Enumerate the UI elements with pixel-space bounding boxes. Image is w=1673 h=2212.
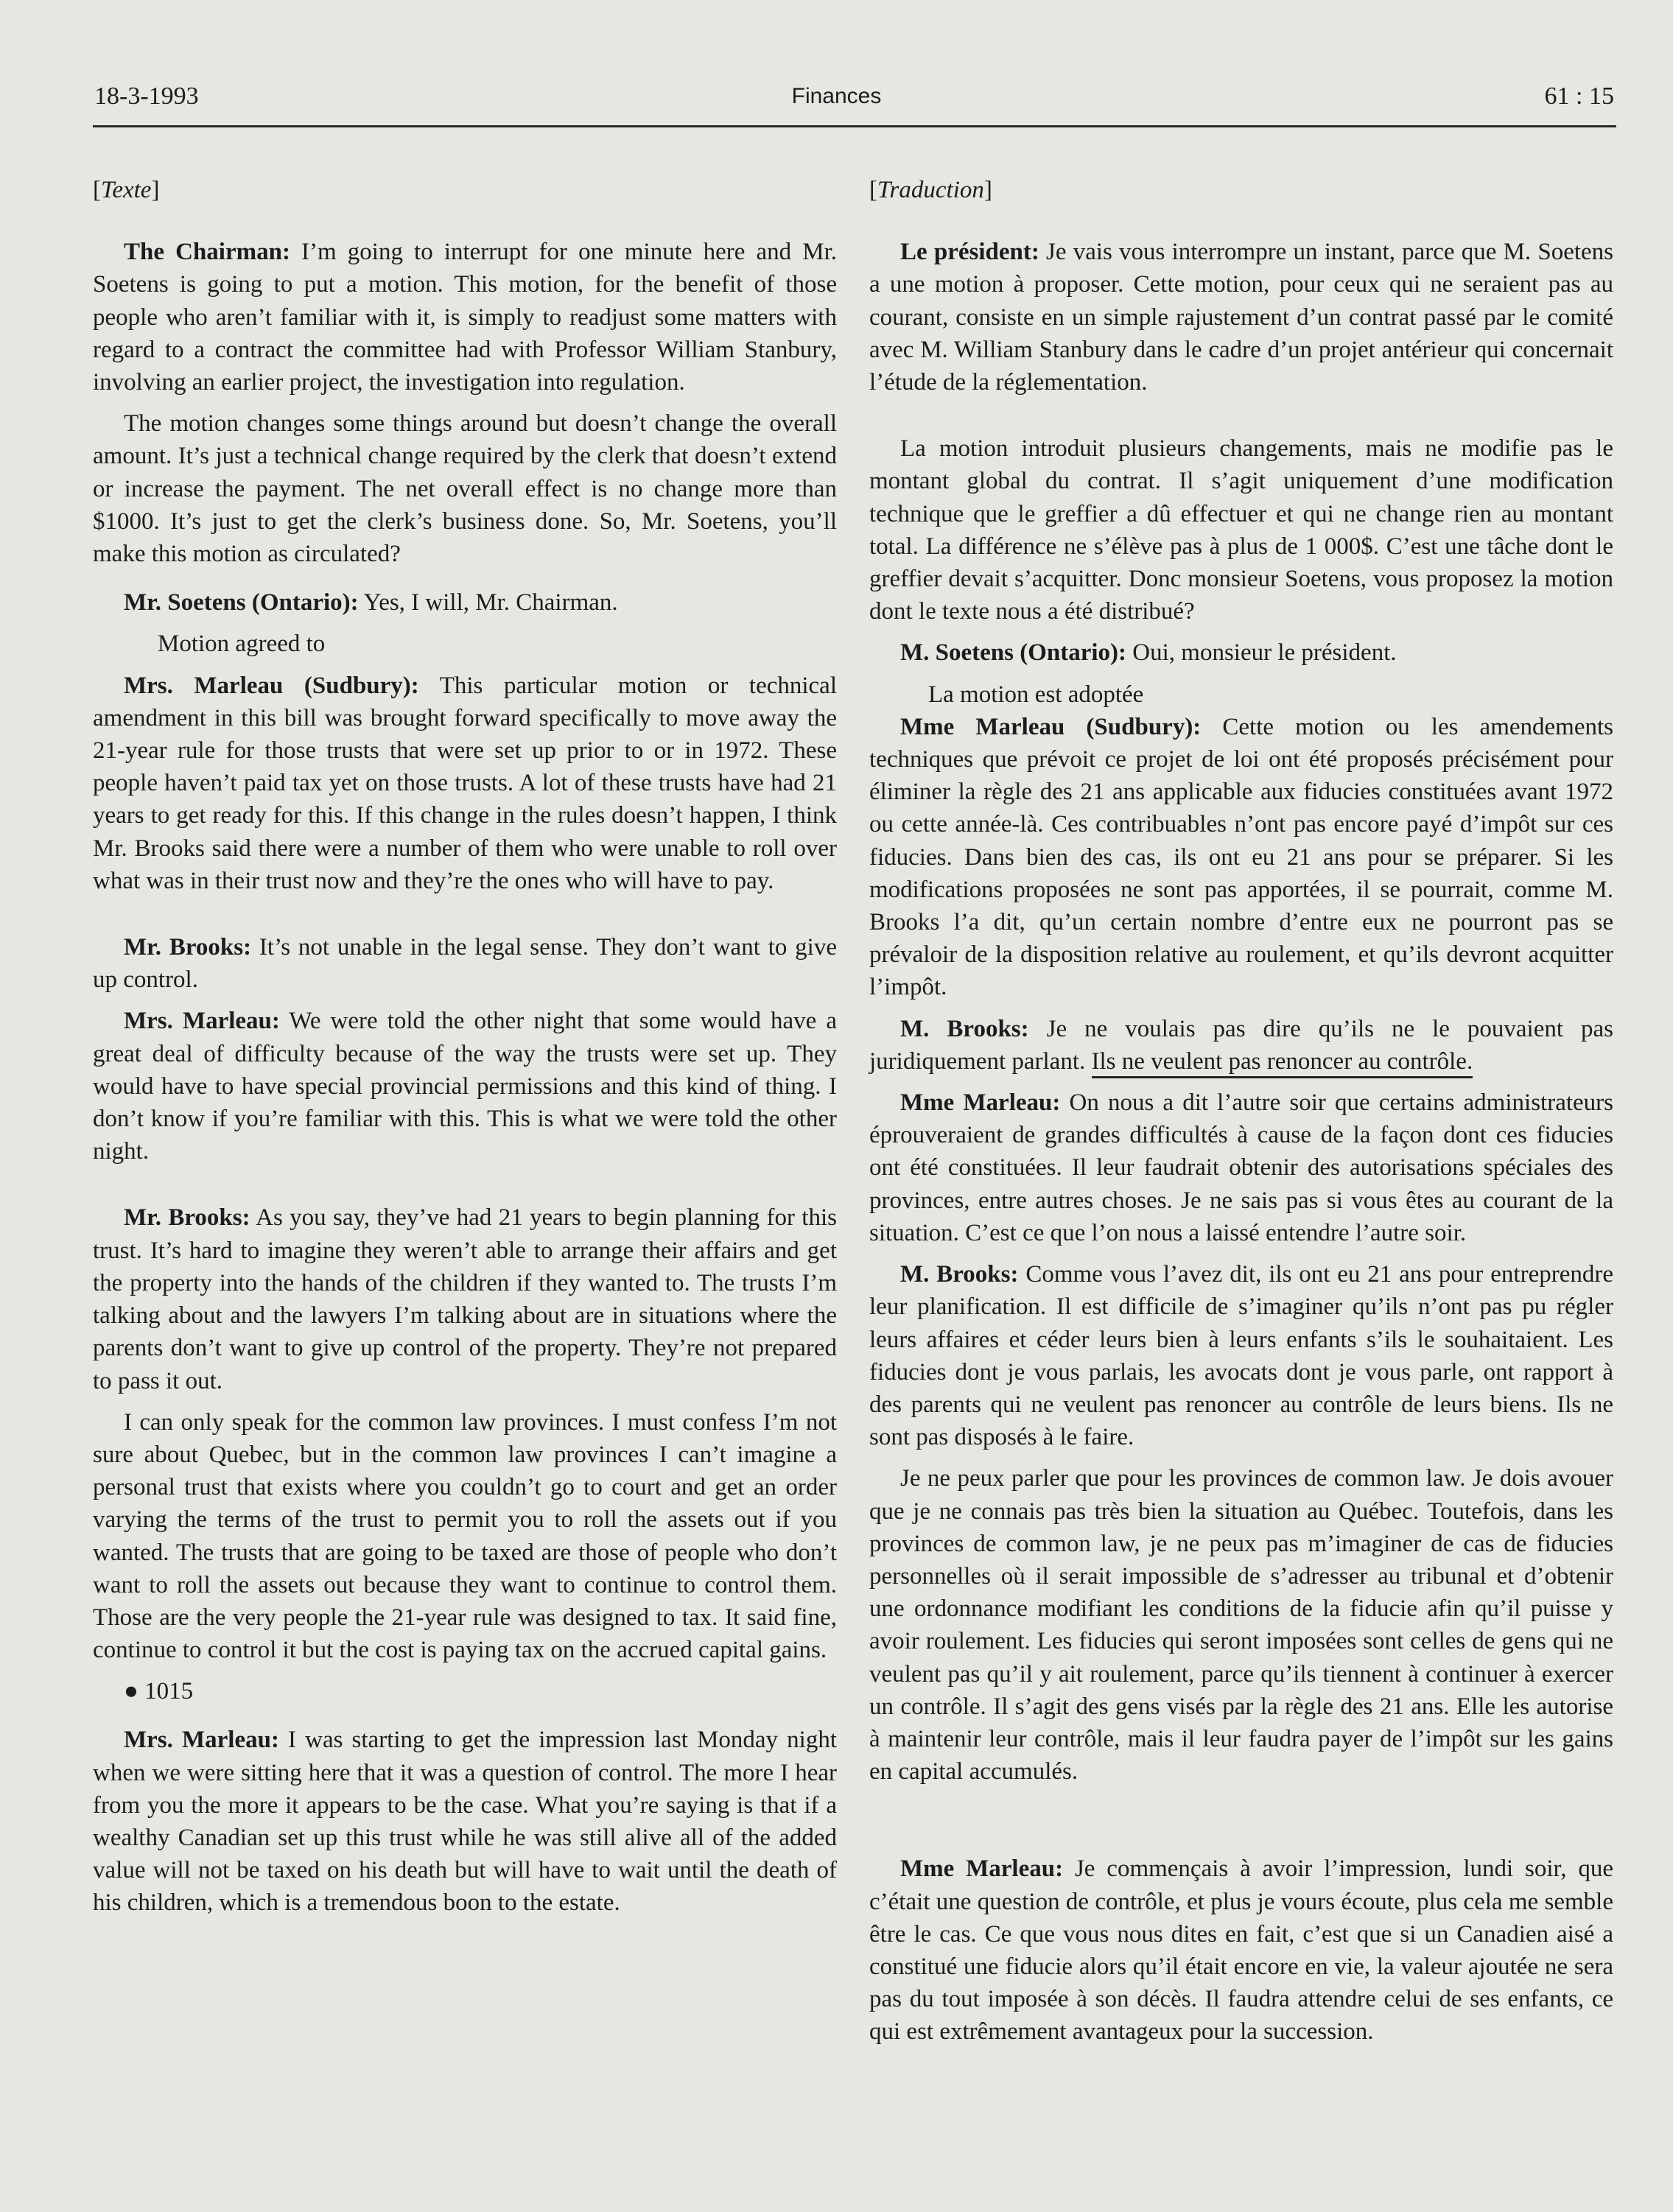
section-label: [Traduction] [869, 177, 992, 203]
header-page-number: 61 : 15 [1544, 82, 1614, 110]
paragraph: La motion introduit plusieurs changements, mais ne modifie pas le montant global du contrat. Il s’agit uniquement d’une modification technique que le greffier a dû effectuer et qui ne change rien au montant total. La différence ne s’élève pas à plus de 1 000$. C’est une tâche dont le greffier devait s’acquitter. Donc monsieur Soetens, vous proposez la motion dont le texte nous a été distribué? [869, 435, 1613, 625]
header-rule [93, 125, 1616, 127]
speaker-name: Mme Marleau: [900, 1855, 1064, 1883]
header-title: Finances [791, 84, 882, 108]
speech-text: As you say, they’ve had 21 years to begin planning for this trust. It’s hard to imagine they weren’t able to arrange their affairs and get the property into the hands of the children if they wanted to. The trusts I’m talking about and the lawyers I’m talking about are in situations where the parents don’t want to give up control of the property. They’re not prepared to pass it out. [93, 1204, 837, 1394]
paragraph [869, 711, 1613, 1004]
english-column [93, 174, 837, 1920]
paragraph: The motion changes some things around but doesn’t change the overall amount. It’s just a technical change required by the clerk that doesn’t extend or increase the payment. The net overall effect is no change more than $1000. It’s just to get the clerk’s business done. So, Mr. Soetens, you’ll make this motion as circulated? [93, 410, 837, 568]
handwritten-underline: Ils ne veulent pas renoncer au contrôle. [1092, 1048, 1473, 1078]
paragraph [93, 586, 837, 619]
speaker-name: M. Soetens (Ontario): [900, 639, 1127, 667]
speech-text: Cette motion ou les amendements techniques que prévoit ce projet de loi ont été proposés précisément pour éliminer la règle des 21 ans applicable aux fiducies constituées avant 1972 ou cette année-là. Ces contribuables n’ont pas encore payé d’impôt sur ces fiducies. Dans bien des cas, ils ont eu 21 ans pour se préparer. Si les modifications proposées ne sont pas apportées, il se pourrait, comme M. Brooks l’a dit, qu’un certain nombre d’entre eux ne pourront pas se prévaloir de la disposition relative au roulement, et qu’ils devront acquitter l’impôt. [869, 713, 1613, 1001]
speaker-name: Mr. Brooks: [124, 1204, 250, 1232]
paragraph [93, 1724, 837, 1919]
paragraph [93, 1005, 837, 1168]
section-label: [Texte] [93, 177, 160, 203]
procedural-note: La motion est adoptée [928, 681, 1144, 708]
paragraph: Je ne peux parler que pour les provinces de common law. Je dois avouer que je ne connais pas très bien la situation au Québec. Toutefois, dans les provinces de common law, je ne peux pas m’imaginer de cas de fiducies personnelles où il serait impossible de s’adresser au tribunal et d’obtenir une ordonnance modifiant les conditions de la fiducie afin qu’il puisse y avoir roulement. Les fiducies qui seront imposées sont celles de gens qui ne veulent pas qu’il y ait roulement, parce qu’ils tiennent à continuer à exercer un contrôle. Il s’agit des gens visés par la règle des 21 ans. Elle les autorise à maintenir leur contrôle, mais il leur faudra payer de l’impôt sur les gains en capital accumulés. [869, 1465, 1613, 1786]
paragraph: I can only speak for the common law provinces. I must confess I’m not sure about Quebec, but in the common law provinces I can’t imagine a personal trust that exists where you couldn’t go to court and get an order varying the terms of the trust to permit you to roll the assets out if you wanted. The trusts that are going to be taxed are those of people who don’t want to roll the assets out because they want to continue to control them. Those are the very people the 21-year rule was designed to tax. It said fine, continue to control it but the cost is paying tax on the accrued capital gains. [93, 1408, 837, 1664]
paragraph [869, 636, 1613, 669]
speech-text: Comme vous l’avez dit, ils ont eu 21 ans pour entreprendre leur planification. Il est difficile de s’imaginer qu’ils n’ont pas pu régler leurs affaires et céder leurs bien à leurs enfants s’ils le souhaitaient. Les fiducies dont je vous parlais, les avocats dont je vous parle, ont rapport à des parents qui ne veulent pas renoncer au contrôle de leurs biens. Ils ne sont pas disposés à le faire. [869, 1261, 1613, 1451]
speaker-name: M. Brooks: [900, 1261, 1019, 1288]
paragraph [869, 236, 1613, 398]
speech-text: Je commençais à avoir l’impression, lundi soir, que c’était une question de contrôle, et plus je vours écoute, plus cela me semble être le cas. Ce que vous nous dites en fait, c’est que si un Canadien aisé a constitué une fiducie alors qu’il était encore en vie, la valeur ajoutée ne sera pas du tout imposée à son décès. Il faudra attendre celui de ses enfants, ce qui est extrêmement avantageux pour la succession. [869, 1855, 1613, 2046]
paragraph [93, 931, 837, 996]
paragraph [869, 1086, 1613, 1249]
paragraph [93, 670, 837, 897]
speaker-name: Mme Marleau: [900, 1089, 1061, 1117]
speech-text: I’m going to interrupt for one minute here and Mr. Soetens is going to put a motion. This motion, for the benefit of those people who aren’t familiar with it, is simply to readjust some matters with regard to a contract the committee had with Professor William Stanbury, involving an earlier project, the investigation into regulation. [93, 239, 838, 396]
speech-text: It’s not unable in the legal sense. They don’t want to give up control. [93, 934, 838, 994]
paragraph [93, 1201, 837, 1397]
procedural-note: Motion agreed to [158, 631, 326, 658]
header-date: 18-3-1993 [94, 82, 199, 110]
paragraph [93, 236, 837, 398]
paragraph [869, 1013, 1613, 1078]
speaker-name: Mr. Soetens (Ontario): [124, 589, 359, 617]
paragraph [869, 1853, 1613, 2048]
speech-text: This particular motion or technical amendment in this bill was brought forward specifically to move away the 21-year rule for those trusts that were set up prior to or in 1972. These people haven’t paid tax yet on those trusts. A lot of these trusts have had 21 years to get ready for this. If this change in the rules doesn’t happen, I think Mr. Brooks said there were a number of them who were unable to roll over what was in their trust now and they’re the ones who will have to pay. [93, 672, 837, 894]
speech-text: We were told the other night that some would have a great deal of difficulty because of the way the trusts were set up. They would have to have special provincial permissions and this kind of thing. I don’t know if you’re familiar with this. This is what we were told the other night. [93, 1008, 837, 1165]
speaker-name: Mme Marleau (Sudbury): [900, 713, 1202, 740]
speaker-name: Mrs. Marleau (Sudbury): [124, 672, 419, 699]
speech-text: On nous a dit l’autre soir que certains administrateurs éprouveraient de grandes difficultés à cause de la façon dont ces fiducies ont été constituées. Il leur faudrait obtenir des autorisations spéciales des provinces, entre autres choses. Je ne sais pas si vous êtes au courant de la situation. C’est ce que l’on nous a laissé entendre l’autre soir. [869, 1089, 1613, 1246]
speaker-name: The Chairman: [124, 239, 290, 266]
speaker-name: Mrs. Marleau: [124, 1008, 280, 1035]
speech-text: Je vais vous interrompre un instant, parce que M. Soetens a une motion à proposer. Cette motion, pour ceux qui ne seraient pas au courant, consiste en un simple rajustement d’un contrat passé par le comité avec M. William Stanbury dans le cadre d’un projet antérieur qui concernait l’étude de la réglementation. [869, 239, 1614, 396]
speech-text: Oui, monsieur le président. [1126, 639, 1397, 667]
speech-text: I was starting to get the impression last Monday night when we were sitting here that it was a question of control. The more I hear from you the more it appears to be the case. What you’re saying is that if a wealthy Canadian set up this trust while he was still alive all of the added value will not be taxed on his death but will have to wait until the death of his children, which is a tremendous boon to the estate. [93, 1727, 837, 1917]
time-marker: ● 1015 [124, 1678, 194, 1705]
speaker-name: M. Brooks: [900, 1015, 1029, 1042]
speech-text: Yes, I will, Mr. Chairman. [358, 589, 618, 617]
french-column [869, 174, 1613, 2048]
paragraph [869, 1258, 1613, 1453]
speaker-name: Mr. Brooks: [124, 934, 252, 961]
speech-text: Je ne voulais pas dire qu’ils ne le pouvaient pas juridiquement parlant. [869, 1015, 1613, 1075]
speaker-name: Mrs. Marleau: [124, 1727, 279, 1754]
speaker-name: Le président: [900, 239, 1039, 266]
